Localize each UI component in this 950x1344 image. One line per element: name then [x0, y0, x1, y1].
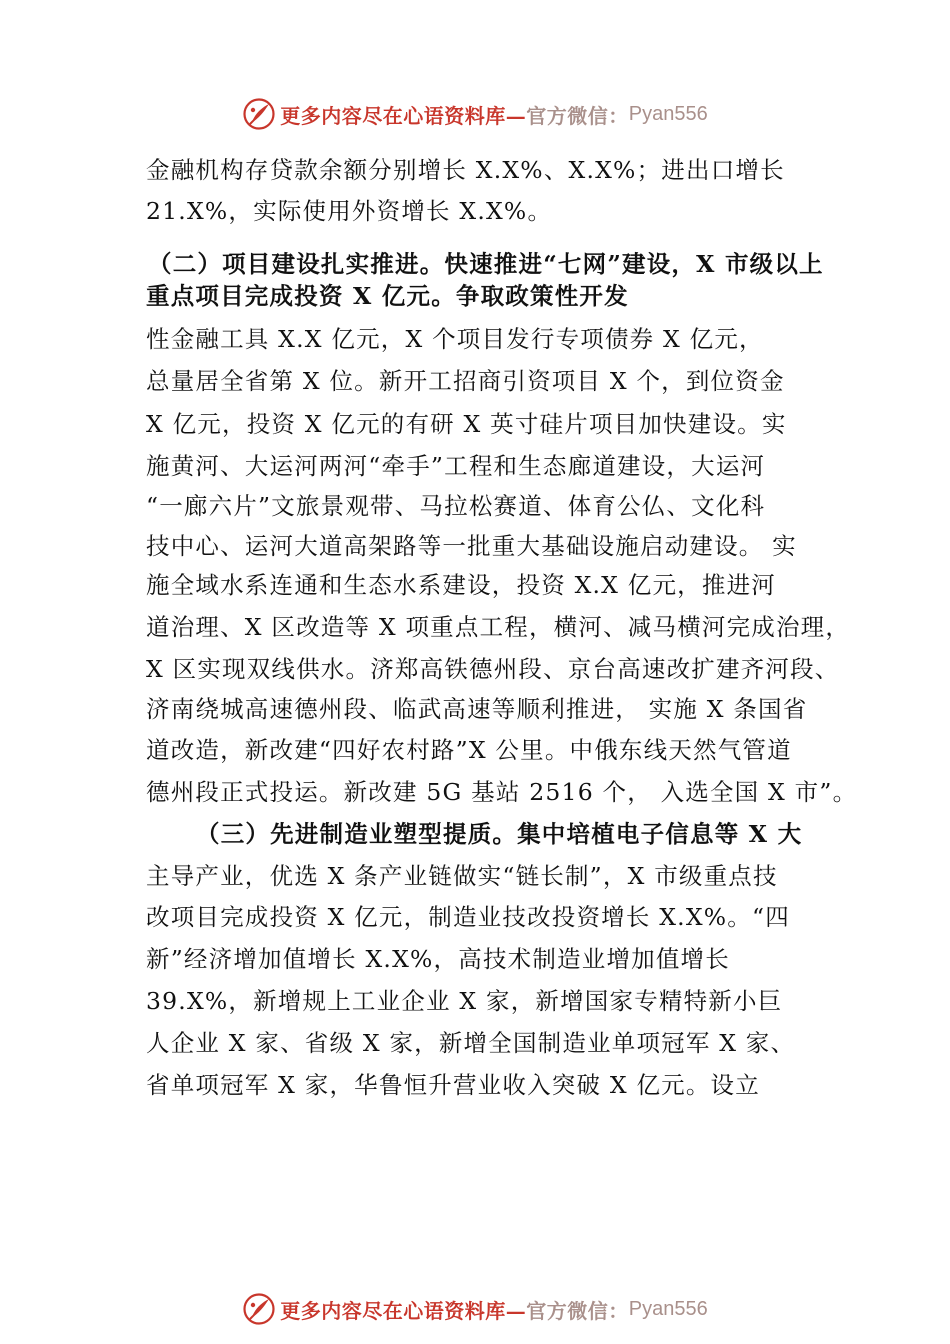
section-heading-2: （二）项目建设扎实推进。快速推进“七网”建设，X 市级以上 [148, 250, 824, 278]
quill-logo-icon [242, 1292, 276, 1326]
quill-logo-icon [242, 97, 276, 131]
watermark-banner-bottom [0, 1289, 950, 1329]
text-line: 总量居全省第 X 位。新开工招商引资项目 X 个，到位资金 [146, 367, 785, 395]
text-line: 道改造，新改建“四好农村路”X 公里。中俄东线天然气管道 [146, 736, 792, 764]
watermark-account: Pyan556 [628, 102, 708, 125]
text-line: 济南绕城高速德州段、临武高速等顺利推进， 实施 X 条国省 [146, 695, 808, 723]
text-line: 新”经济增加值增长 X.X%，高技术制造业增加值增长 [146, 945, 730, 973]
text-line: 省单项冠军 X 家，华鲁恒升营业收入突破 X 亿元。设立 [146, 1071, 760, 1099]
text-line: 主导产业，优选 X 条产业链做实“链长制”，X 市级重点技 [146, 862, 778, 890]
watermark-official-label: 官方微信： [526, 103, 629, 128]
watermark-banner-top [0, 94, 950, 134]
text-line: 人企业 X 家、省级 X 家，新增全国制造业单项冠军 X 家、 [146, 1029, 796, 1057]
section-heading-3: （三）先进制造业塑型提质。集中培植电子信息等 X 大 [196, 820, 803, 848]
text-line: 39.X%，新增规上工业企业 X 家，新增国家专精特新小巨 [146, 987, 783, 1015]
text-line: 改项目完成投资 X 亿元，制造业技改投资增长 X.X%。“四 [146, 903, 790, 931]
text-line: X 区实现双线供水。济郑高铁德州段、京台高速改扩建齐河段、 [146, 655, 840, 683]
text-line: 德州段正式投运。新改建 5G 基站 2516 个， 入选全国 X 市”。 [146, 778, 858, 806]
text-line: 施黄河、大运河两河“牵手”工程和生态廊道建设，大运河 [146, 452, 766, 480]
watermark-official-label: 官方微信： [526, 1298, 629, 1323]
text-line: 21.X%，实际使用外资增长 X.X%。 [146, 197, 553, 225]
text-line: 道治理、X 区改造等 X 项重点工程，横河、减马横河完成治理， [146, 613, 851, 641]
watermark-account: Pyan556 [628, 1297, 708, 1320]
text-line: 重点项目完成投资 X 亿元。争取政策性开发 [146, 282, 629, 310]
watermark-text: 更多内容尽在心语资料库— [280, 103, 527, 128]
text-line: 施全域水系连通和生态水系建设，投资 X.X 亿元，推进河 [146, 571, 776, 599]
text-line: 金融机构存贷款余额分别增长 X.X%、X.X%；进出口增长 [146, 156, 785, 184]
text-line: X 亿元，投资 X 亿元的有研 X 英寸硅片项目加快建设。实 [146, 410, 787, 438]
text-line: 技中心、运河大道高架路等一批重大基础设施启动建设。 实 [146, 532, 797, 560]
text-line: 性金融工具 X.X 亿元，X 个项目发行专项债券 X 亿元， [146, 325, 764, 353]
text-line: “一廊六片”文旅景观带、马拉松赛道、体育公仏、文化科 [146, 492, 766, 520]
watermark-text: 更多内容尽在心语资料库— [280, 1298, 527, 1323]
